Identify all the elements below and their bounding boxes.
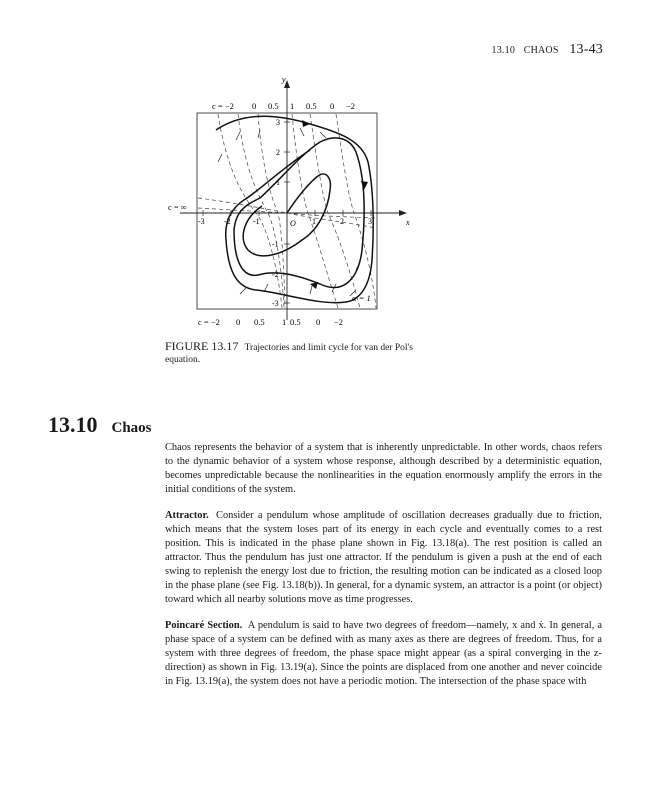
x-tick-label: 2 — [340, 217, 344, 226]
top-isocline-value: 1 — [290, 101, 295, 111]
x-tick-label: -3 — [198, 217, 205, 226]
y-tick-label: -3 — [272, 299, 279, 308]
origin-label: O — [290, 219, 296, 228]
arrow-icon — [302, 120, 310, 127]
paragraph — [165, 619, 602, 689]
y-axis-label: y — [282, 75, 286, 84]
figure-13-17 — [160, 70, 420, 340]
y-tick-label: 3 — [276, 118, 280, 127]
section-number: 13.10 — [48, 412, 98, 437]
bottom-isocline-prefix: c = −2 — [198, 317, 220, 327]
bottom-isocline-value: 0.5 — [254, 317, 265, 327]
paragraph — [165, 509, 602, 607]
section-heading — [48, 412, 152, 438]
y-tick-label: 1 — [276, 178, 280, 187]
top-isocline-value: 0 — [252, 101, 257, 111]
top-isocline-value: 0 — [330, 101, 335, 111]
running-head — [492, 42, 603, 58]
bottom-isocline-value: −2 — [334, 317, 344, 327]
figure-caption — [165, 340, 425, 366]
infinity-isocline-label: c = ∞ — [168, 202, 187, 212]
trajectories — [216, 116, 373, 302]
top-isocline-value: −2 — [346, 101, 356, 111]
outer-trajectory — [216, 116, 373, 302]
top-isocline-prefix: c = −2 — [212, 101, 234, 111]
bottom-isocline-value: 0 — [236, 317, 241, 327]
paragraph-text: A pendulum is said to have two degrees of freedom—namely, x and ẋ. In general, a phase space of a system can be defined with as many axes as there are degrees of freedom. Thus, for a system with three degrees of freedom, the phase space might appear (as a spiral converging in the z-direction) as shown in Fig. 13.19(a). Since the points are displaced from one another and never coincide in Fig. 13.19(a), the system does not have a periodic motion. The intersection of the phase space with — [165, 620, 602, 687]
body-text — [165, 441, 602, 701]
x-tick-label: 3 — [368, 217, 372, 226]
running-head-section: 13.10 — [491, 45, 516, 56]
y-tick-label: -2 — [272, 270, 279, 279]
paragraph — [165, 441, 602, 497]
figure-caption-text: Trajectories and limit cycle for van der Pol's equation. — [165, 343, 413, 365]
bottom-isocline-value: 1 — [282, 317, 287, 327]
x-axis-label: x — [406, 218, 410, 227]
top-isocline-value: 0.5 — [268, 101, 279, 111]
section-title: Chaos — [111, 420, 152, 436]
paragraph-text: Consider a pendulum whose amplitude of oscillation decreases gradually due to friction, which means that the system loses part of its energy in each cycle and eventually comes to a rest position. This is indicated in the phase plane shown in Fig. 13.18(a). The rest position is called an attractor. Thus the pendulum has just one attractor. If the pendulum is given a push at the end of each swing to replenish the energy lost due to friction, the resulting motion can be indicated as a closed loop in the phase plane (see Fig. 13.18(b)). In general, for a dynamic system, an attractor is a point (or object) toward which all nearby solutions move as time progresses. — [165, 510, 602, 605]
y-tick-label: 2 — [276, 148, 280, 157]
y-tick-label: -1 — [272, 240, 279, 249]
bottom-isocline-value: 0 — [316, 317, 321, 327]
x-tick-label: -1 — [253, 217, 260, 226]
paragraph-text: Chaos represents the behavior of a system that is inherently unpredictable. In other words, chaos refers to the dynamic behavior of a system whose response, although described by a deterministic equation, becomes unpredictable because the nonlinearities in the equation enormously amplify the errors in the initial conditions of the system. — [165, 442, 602, 495]
arrow-icon — [361, 181, 368, 190]
running-head-title: CHAOS — [523, 45, 559, 56]
run-in-heading: Poincaré Section. — [165, 620, 243, 631]
top-isocline-value: 0.5 — [306, 101, 317, 111]
x-axis-arrow-icon — [399, 210, 407, 216]
figure-label: FIGURE 13.17 — [165, 339, 239, 353]
x-tick-label: 1 — [312, 217, 316, 226]
x-tick-label: -2 — [224, 217, 231, 226]
page-number: 13-43 — [569, 42, 603, 57]
alpha-parameter-label: α = 1 — [352, 293, 371, 303]
bottom-isocline-value: 0.5 — [290, 317, 301, 327]
run-in-heading: Attractor. — [165, 510, 209, 521]
phase-plane-diagram — [160, 70, 420, 340]
